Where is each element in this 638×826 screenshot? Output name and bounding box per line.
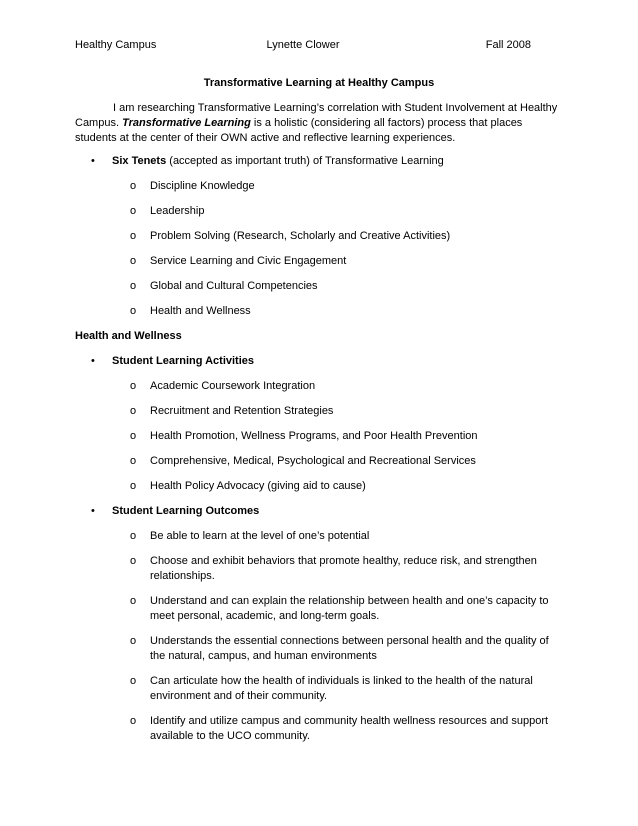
list-item-text: Recruitment and Retention Strategies [150,405,334,417]
list-item-text: Choose and exhibit behaviors that promote healthy, reduce risk, and strengthen relationships. [150,555,537,582]
circle-bullet-icon: o [130,595,137,607]
intro-text-1: I am researching Transformative Learning’s correlation with Student Involvement at Healthy Campus. [75,102,558,129]
circle-bullet-icon: o [130,675,137,687]
circle-bullet-icon: o [130,380,137,392]
circle-bullet-icon: o [130,280,137,292]
list-item-text: Health Promotion, Wellness Programs, and Poor Health Prevention [150,430,478,442]
circle-bullet-icon: o [130,230,137,242]
activities-bullet [75,354,563,494]
list-item-text: Health and Wellness [150,305,251,317]
bullet-icon: • [91,355,95,367]
list-item [112,594,563,624]
list-item [112,179,563,194]
list-item [112,379,563,394]
list-item [112,634,563,664]
list-item [112,229,563,244]
activities-sublist [112,379,563,494]
outcomes-label: Student Learning Outcomes [112,505,260,517]
list-item-text: Discipline Knowledge [150,180,255,192]
health-wellness-heading: Health and Wellness [75,330,182,342]
circle-bullet-icon: o [130,430,137,442]
circle-bullet-icon: o [130,530,137,542]
list-item-text: Academic Coursework Integration [150,380,316,392]
list-item [112,529,563,544]
tenets-label-rest: (accepted as important truth) of Transformative Learning [166,155,444,167]
list-item-text: Global and Cultural Competencies [150,280,318,292]
circle-bullet-icon: o [130,180,137,192]
list-item [112,304,563,319]
circle-bullet-icon: o [130,715,137,727]
list-item-text: Be able to learn at the level of one’s potential [150,530,370,542]
list-item-text: Problem Solving (Research, Scholarly and Creative Activities) [150,230,451,242]
tenets-list [75,154,563,319]
list-item-text: Understand and can explain the relationship between health and one’s capacity to meet personal, academic, and long-term goals. [150,595,549,622]
intro-text-2: is a holistic (considering all factors) process that places students at the center of their OWN active and reflective learning experiences. [75,117,523,144]
list-item-text: Leadership [150,205,205,217]
health-list [75,354,563,744]
circle-bullet-icon: o [130,405,137,417]
list-item-text: Service Learning and Civic Engagement [150,255,347,267]
intro-emphasis: Transformative Learning [122,117,251,129]
tenets-bullet [75,154,563,319]
document-title: Transformative Learning at Healthy Campus [203,77,435,89]
list-item [112,404,563,419]
list-item-text: Identify and utilize campus and community health wellness resources and support available to the UCO community. [150,715,549,742]
circle-bullet-icon: o [130,480,137,492]
activities-label: Student Learning Activities [112,355,255,367]
tenets-sublist [112,179,563,319]
list-item [112,279,563,294]
circle-bullet-icon: o [130,305,137,317]
outcomes-bullet [75,504,563,744]
circle-bullet-icon: o [130,455,137,467]
list-item [112,454,563,469]
list-item-text: Can articulate how the health of individuals is linked to the health of the natural environment and of their community. [150,675,533,702]
intro-paragraph [75,101,563,146]
header-center: Lynette Clower [266,39,340,51]
circle-bullet-icon: o [130,205,137,217]
circle-bullet-icon: o [130,555,137,567]
list-item [112,554,563,584]
tenets-label: Six Tenets [112,155,167,167]
outcomes-sublist [112,529,563,744]
page-header [75,38,531,53]
bullet-icon: • [91,505,95,517]
header-left: Healthy Campus [75,39,157,51]
list-item-text: Understands the essential connections between personal health and the quality of the natural, campus, and human environments [150,635,549,662]
list-item [112,674,563,704]
bullet-icon: • [91,155,95,167]
list-item-text: Health Policy Advocacy (giving aid to cause) [150,480,366,492]
list-item [112,254,563,269]
list-item [112,714,563,744]
circle-bullet-icon: o [130,255,137,267]
circle-bullet-icon: o [130,635,137,647]
document-body [75,76,563,754]
list-item [112,204,563,219]
list-item [112,479,563,494]
list-item [112,429,563,444]
list-item-text: Comprehensive, Medical, Psychological and Recreational Services [150,455,476,467]
header-right: Fall 2008 [485,39,531,51]
